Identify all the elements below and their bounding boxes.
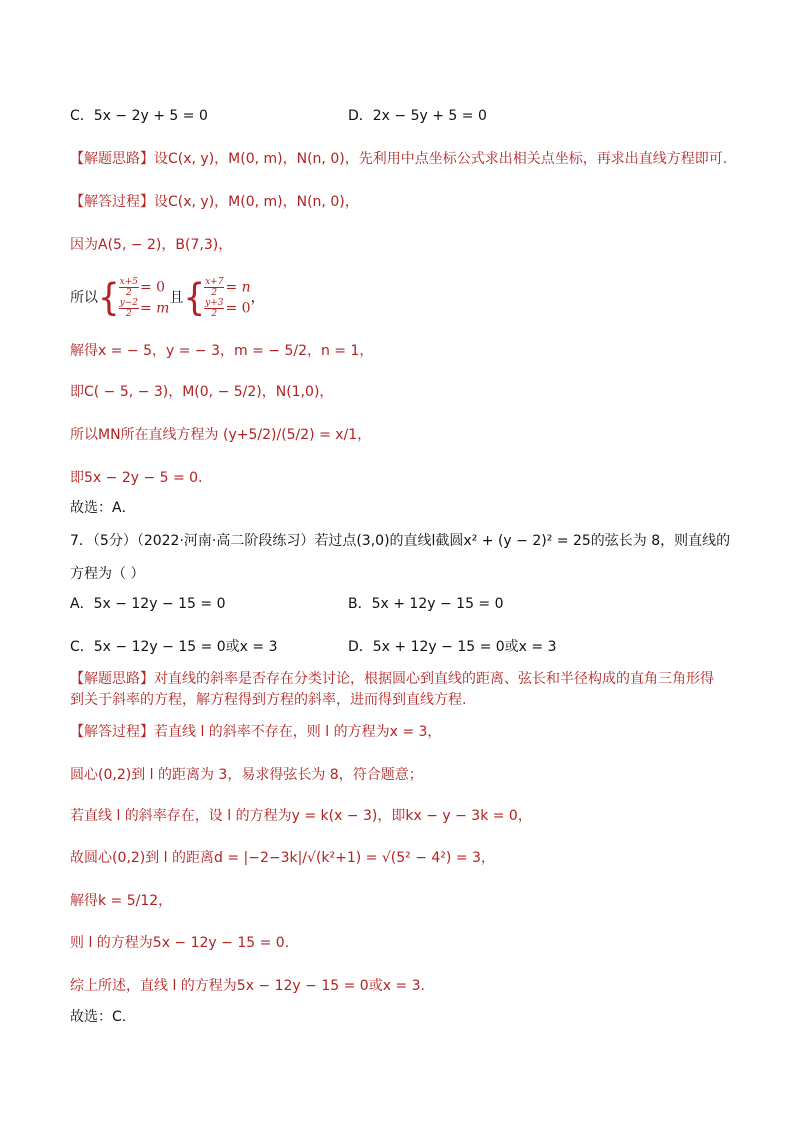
answer-q6: 故选：A．: [70, 500, 136, 516]
left-brace-icon: {: [183, 276, 206, 320]
step-line-mn: 所以MN所在直线方程为 (y+5/2)/(5/2) = x/1，: [70, 427, 372, 443]
system-1: [118, 277, 170, 319]
eq-rhs: = 0: [225, 300, 251, 317]
frac-num: y−2: [119, 298, 138, 308]
frac-den: 2: [125, 309, 132, 319]
step-slope-case: 若直线 l 的斜率存在，设 l 的方程为y = k(x − 3)，即kx − y − 3k = 0，: [70, 808, 532, 824]
procedure-tag: 【解答过程】: [70, 724, 154, 740]
frac-num: x+7: [205, 277, 224, 287]
step-given-points: 因为A(5, − 2)，B(7,3)，: [70, 237, 233, 253]
step-system-mid: 且: [169, 290, 184, 306]
procedure-text: 设C(x, y)，M(0, m)，N(n, 0)，: [154, 194, 359, 210]
step-solve: 解得x = − 5，y = − 3，m = − 5/2，n = 1，: [70, 343, 374, 359]
eq-rhs: = m: [140, 300, 170, 317]
hint-tag: 【解题思路】: [70, 151, 154, 167]
hint-text: 设C(x, y)，M(0, m)，N(n, 0)，先利用中点坐标公式求出相关点坐标，再求出直线方程即可.: [154, 151, 728, 167]
step-solve-k: 解得k = 5/12，: [70, 893, 173, 909]
eq-rhs: = 0: [139, 279, 166, 296]
hint-line: [70, 669, 714, 689]
eq-rhs: = n: [225, 279, 251, 296]
frac-den: 2: [211, 309, 218, 319]
answer-q7: 故选：C.: [70, 1009, 127, 1025]
option-a: A．5x − 12y − 15 = 0: [70, 596, 226, 612]
option-c: C．5x − 2y + 5 = 0: [70, 108, 208, 124]
procedure-text: 若直线 l 的斜率不存在，则 l 的方程为x = 3，: [154, 724, 442, 740]
step-line-eq: 则 l 的方程为5x − 12y − 15 = 0.: [70, 935, 290, 951]
option-c: C．5x − 12y − 15 = 0或x = 3: [70, 639, 278, 655]
hint-text-1: 对直线的斜率是否存在分类讨论，根据圆心到直线的距离、弦长和半径构成的直角三角形得: [154, 671, 714, 687]
frac-num: x+5: [119, 277, 138, 287]
hint-line: [70, 149, 727, 169]
step-system: 所以{ $\frac{x+5}{2}$ = 0 $\frac{y-2}{2}$ = m 且{ $\frac{x+7}{2}$ = n $\frac{y+3}{2}$ = 0 ，: [70, 276, 265, 320]
option-d: D．2x − 5y + 5 = 0: [348, 108, 487, 124]
question-7-stem-line1: 7．（5分）（2022·河南·高二阶段练习）若过点(3,0)的直线l截圆x² + (y − 2)² = 25的弦长为 8，则直线的: [70, 533, 731, 549]
step-system-prefix: 所以: [70, 290, 98, 306]
option-d: D．5x + 12y − 15 = 0或x = 3: [348, 639, 557, 655]
procedure-tag: 【解答过程】: [70, 194, 154, 210]
procedure-line: [70, 722, 441, 742]
step-points: 即C( − 5, − 3)，M(0, − 5/2)，N(1,0)，: [70, 384, 334, 400]
left-brace-icon: {: [98, 276, 120, 320]
step-distance: 故圆心(0,2)到 l 的距离d = |−2−3k|/√(k²+1) = √(5² − 4²) = 3，: [70, 850, 495, 866]
option-b: B．5x + 12y − 15 = 0: [348, 596, 504, 612]
question-7-stem-line2: 方程为（ ）: [70, 566, 145, 582]
hint-text-2: 到关于斜率的方程，解方程得到方程的斜率，进而得到直线方程.: [70, 692, 467, 708]
system-2: [203, 277, 251, 319]
hint-tag: 【解题思路】: [70, 671, 154, 687]
frac-den: 2: [125, 288, 132, 298]
step-vertical-case: 圆心(0,2)到 l 的距离为 3，易求得弦长为 8，符合题意；: [70, 767, 423, 783]
step-result: 即5x − 2y − 5 = 0．: [70, 470, 213, 486]
frac-num: y+3: [205, 298, 224, 308]
step-conclusion: 综上所述，直线 l 的方程为5x − 12y − 15 = 0或x = 3.: [70, 978, 425, 994]
procedure-line: [70, 192, 359, 212]
frac-den: 2: [211, 288, 218, 298]
